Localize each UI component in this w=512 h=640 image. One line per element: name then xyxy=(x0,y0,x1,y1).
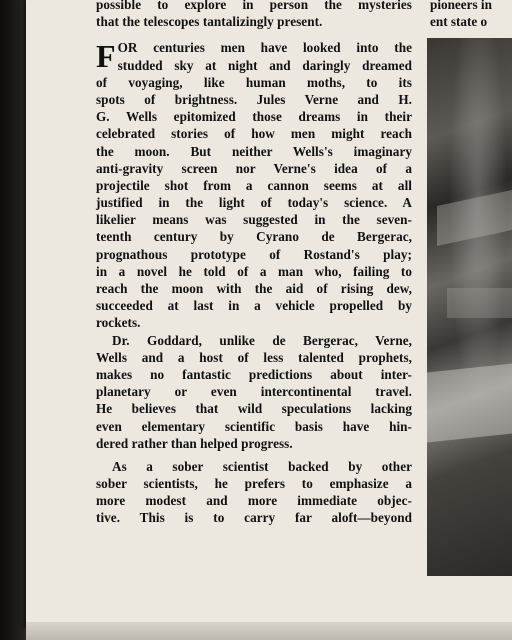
article-line: planetary or even intercontinental travel. xyxy=(96,384,412,400)
article-line: studded sky at night and daringly dreamed xyxy=(117,57,412,73)
adjacent-column-text xyxy=(430,0,510,30)
article-line: teenth century by Cyrano de Bergerac, xyxy=(96,229,412,245)
article-line: Wells and a host of less talented prophets, xyxy=(96,349,412,365)
article-line: He believes that wild speculations lacking xyxy=(96,401,412,417)
article-line: OR centuries men have looked into the xyxy=(117,40,412,56)
page-edge-shadow xyxy=(0,0,28,640)
article-line: makes no fantastic predictions about inter- xyxy=(96,366,412,382)
article-line: possible to explore in person the mysteries xyxy=(96,0,412,12)
article-line: celebrated stories of how men might reach xyxy=(96,126,412,142)
paragraph-2 xyxy=(96,332,412,452)
article-line: spots of brightness. Jules Verne and H. xyxy=(96,91,412,107)
drop-cap: F xyxy=(96,38,116,75)
page-bottom-edge xyxy=(26,622,512,640)
article-line: more modest and more immediate objec- xyxy=(96,493,412,509)
article-line: of voyaging, like human moths, to its xyxy=(96,74,412,90)
paragraph-1 xyxy=(96,39,412,331)
article-line: sober scientists, he prefers to emphasize a xyxy=(96,476,412,492)
article-line: even elementary scientific basis have hin- xyxy=(96,418,412,434)
article-line: anti-gravity screen nor Verne's idea of a xyxy=(96,160,412,176)
article-line: rockets. xyxy=(96,315,141,331)
article-column xyxy=(96,0,412,527)
article-line: that the telescopes tantalizingly present. xyxy=(96,14,323,30)
article-line: projectile shot from a cannon seems at all xyxy=(96,177,412,193)
article-line: pioneers in xyxy=(430,0,492,12)
halftone-photo xyxy=(427,38,512,576)
article-line: likelier means was suggested in the seven- xyxy=(96,212,412,228)
article-line: tive. This is to carry far aloft—beyond xyxy=(96,510,412,526)
article-line: in a novel he told of a man who, failing to xyxy=(96,263,412,279)
article-line: dered rather than helped progress. xyxy=(96,435,293,451)
article-line: As a sober scientist backed by other xyxy=(112,458,412,474)
article-line: the moon. But neither Wells's imaginary xyxy=(96,143,412,159)
paragraph-3 xyxy=(96,458,412,527)
article-line: prognathous prototype of Rostand's play; xyxy=(96,246,412,262)
article-line: succeeded at last in a vehicle propelled by xyxy=(96,298,412,314)
article-line: G. Wells epitomized those dreams in their xyxy=(96,109,412,125)
article-line: reach the moon with the aid of rising dew, xyxy=(96,281,412,296)
article-line: justified in the light of today's science. A xyxy=(96,195,412,211)
article-line: ent state o xyxy=(430,14,488,30)
article-line: Dr. Goddard, unlike de Bergerac, Verne, xyxy=(112,332,412,348)
